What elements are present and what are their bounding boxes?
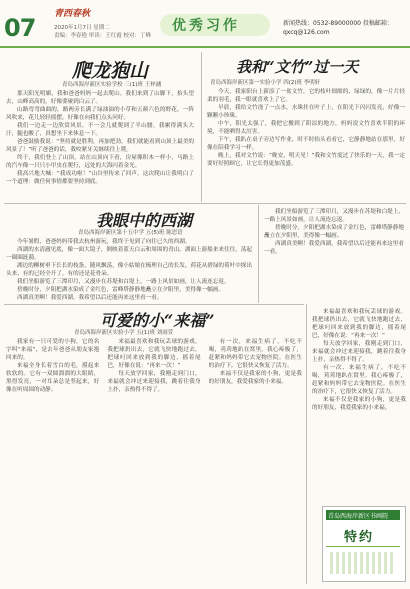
paragraph: 我们一边走一边欣赏风景，不一会儿就爬到了半山腰。我累得满头大汗，腿也酸了，真想坐下来休息一下。 <box>6 123 194 137</box>
article-body-continued <box>264 208 404 302</box>
newspaper-brand: 青西春秋 <box>54 9 91 19</box>
article-body <box>6 238 252 302</box>
article-title: 我眼中的西湖 <box>96 211 193 230</box>
sponsor-banner-text: 青岛西海岸新区书画院 <box>328 513 389 520</box>
paragraph: 西湖真美啊！我爱西湖，我希望以后还能再来这里看一看。 <box>17 295 163 301</box>
paragraph: 今年暑假，爸爸妈妈带我去杭州游玩，我终于见到了向往已久的西湖。 <box>17 239 191 245</box>
date-line: 2020年1月7日 星期二 <box>54 25 110 31</box>
paragraph: 今天，我家阳台上新添了一盆文竹，它的枝叶细细的、绿绿的，像一片片轻柔的羽毛，我一眼就喜欢上了它。 <box>207 89 405 103</box>
paragraph: 终于，我们登上了山顶。站在山顶向下看，房屋像积木一样小，马路上的汽车像一只只小甲虫在爬行，远处的大海闪着金光。 <box>6 155 194 169</box>
page-number: 07 <box>4 14 36 42</box>
paragraph: 西湖真美啊！我爱西湖，我希望以后还能再来这里看一看。 <box>264 241 404 255</box>
paragraph: 我们坐船游览了三潭印月，又漫步在苏堤和白堤上，一路上风景如画，让人流连忘返。 <box>17 279 230 285</box>
sponsor-pattern <box>330 552 396 574</box>
paragraph: 早晨，我给文竹浇了一点水，水珠挂在叶子上，在阳光下闪闪发亮，好像一颗颗小珍珠。 <box>207 105 405 119</box>
article-title: 我和“文竹”过一天 <box>236 58 359 76</box>
paragraph: 西湖的水清澈见底，像一面大镜子，倒映着蓝天白云和周围的青山。湖面上游船来来往往，荡起一圈圈涟漪。 <box>6 247 252 261</box>
paragraph: 来福最喜欢和我玩丢球的游戏。我把球扔出去，它就飞快地跑过去，把球叼回来放到我的脚边，摇着尾巴，好像在说：“再来一次！” <box>107 339 201 369</box>
paragraph: 我家有一只可爱的小狗，它的名字叫“来福”，是去年爸爸从朋友家抱回来的。 <box>6 339 100 361</box>
paragraph: 来福不仅是我家的小狗，更是我的好朋友，我爱我家的小来福。 <box>208 371 302 385</box>
column-divider <box>201 52 202 202</box>
paragraph: 来福不仅是我家的小狗，更是我的好朋友，我爱我家的小来福。 <box>312 397 406 411</box>
paragraph: 湖边的柳树垂下长长的枝条，随风飘荡，像小姑娘在梳理自己的长发。荷花从碧绿的荷叶中探出头来，有的已经全开了，有的还是花骨朵。 <box>6 263 252 277</box>
paragraph: 我们坐船游览了三潭印月，又漫步在苏堤和白堤上，一路上风景如画，让人流连忘返。 <box>264 209 404 223</box>
article-body <box>6 338 302 584</box>
paragraph: 山路弯弯曲曲的，路两旁长满了绿油油的小草和五颜六色的野花，一阵风吹来，花儿轻轻摇摆，好像在向我们点头问好。 <box>6 107 194 121</box>
sponsor-title: 特约 <box>344 530 375 545</box>
column-divider <box>306 304 307 584</box>
paragraph: 来福最喜欢和我玩丢球的游戏。我把球扔出去，它就飞快地跑过去，把球叼回来放到我的脚边，摇着尾巴，好像在说：“再来一次！” <box>312 309 406 339</box>
article-body <box>207 88 405 200</box>
article-body-continued <box>312 308 406 502</box>
paragraph: 傍晚时分，夕阳把湖水染成了金红色，雷峰塔静静地矗立在夕阳里，美得像一幅画。 <box>264 225 404 239</box>
paragraph: 每天放学回家，我刚走到门口，来福就会冲过来迎接我，跳着往我身上扑，亲热得不得了。 <box>312 341 406 363</box>
article-byline: 青岛西海岸新区实验小学 五(1)班 刘雨萱 <box>74 330 174 336</box>
paragraph: 爸爸鼓励我说：“坚持就是胜利，再加把劲，我们就能看到山顶上最美的风景了！”听了爸爸的话，我咬紧牙关继续往上爬。 <box>6 139 194 153</box>
paragraph: 有一次，来福生病了，不吃不喝，蔫蔫地趴在窝里。我心疼极了，赶紧和妈妈带它去宠物医院。在医生的治疗下，它很快又恢复了活力。 <box>208 339 302 369</box>
article-byline: 青岛西海岸新区第一实验小学 四(2)班 李明轩 <box>210 80 321 86</box>
header-rule <box>0 46 410 48</box>
sponsor-rule <box>326 546 400 547</box>
article-body <box>6 90 194 200</box>
paragraph: 我高兴地大喊：“我成功啦！”山谷里传来了回声。这次爬山让我明白了一个道理：做任何事情都要坚持到底。 <box>6 171 194 185</box>
article-byline: 青岛西海岸新区第十五中学 五(5)班 陈思语 <box>78 230 183 236</box>
column-divider <box>258 205 259 303</box>
section-divider <box>4 304 304 305</box>
editor-line: 责编：李春艳 审读：王红霞 校对：丁峰 <box>54 33 151 39</box>
paragraph: 晚上，我对文竹说：“晚安，明天见！”我和文竹度过了快乐的一天，我一定要好好照顾它，让它长得更加茂盛。 <box>207 153 405 167</box>
paragraph: 中午，阳光太强了，我把它搬到了阴凉的地方，妈妈说文竹喜欢半阴的环境，不能晒得太厉害。 <box>207 121 405 135</box>
paragraph: 每天放学回家，我刚走到门口，来福就会冲过来迎接我，跳着往我身上扑，亲热得不得了。 <box>107 371 201 393</box>
section-title: 优秀习作 <box>172 18 240 34</box>
section-divider <box>4 203 406 204</box>
article-title: 可爱的小“来福” <box>100 311 215 330</box>
article-byline: 青岛西海岸新区实验学校 三(1)班 王梓涵 <box>62 82 162 88</box>
paragraph: 有一次，来福生病了，不吃不喝，蔫蔫地趴在窝里。我心疼极了，赶紧和妈妈带它去宠物医院。在医生的治疗下，它很快又恢复了活力。 <box>312 365 406 395</box>
paragraph: 傍晚时分，夕阳把湖水染成了金红色，雷峰塔静静地矗立在夕阳里，美得像一幅画。 <box>17 287 224 293</box>
hotline-line: 新闻热线：0532-89000000 投稿邮箱：qxcq@126.com <box>283 20 393 36</box>
paragraph: 来福全身长着雪白的毛，摸起来软软的。它有一双圆溜溜的大眼睛，黑得发亮，一对耳朵总是竖起来，好像在听周围的动静。 <box>6 363 100 393</box>
paragraph: 下午，我趴在桌子旁边写作业，时不时抬头看看它，它静静地站在那里，好像在陪我学习一样。 <box>207 137 405 151</box>
paragraph: 那天阳光明媚，我和爸爸妈妈一起去爬山。我们来到了山脚下，抬头望去，山峰高高的，好像要碰到白云了。 <box>6 91 194 105</box>
article-title: 爬龙狍山 <box>72 60 149 82</box>
